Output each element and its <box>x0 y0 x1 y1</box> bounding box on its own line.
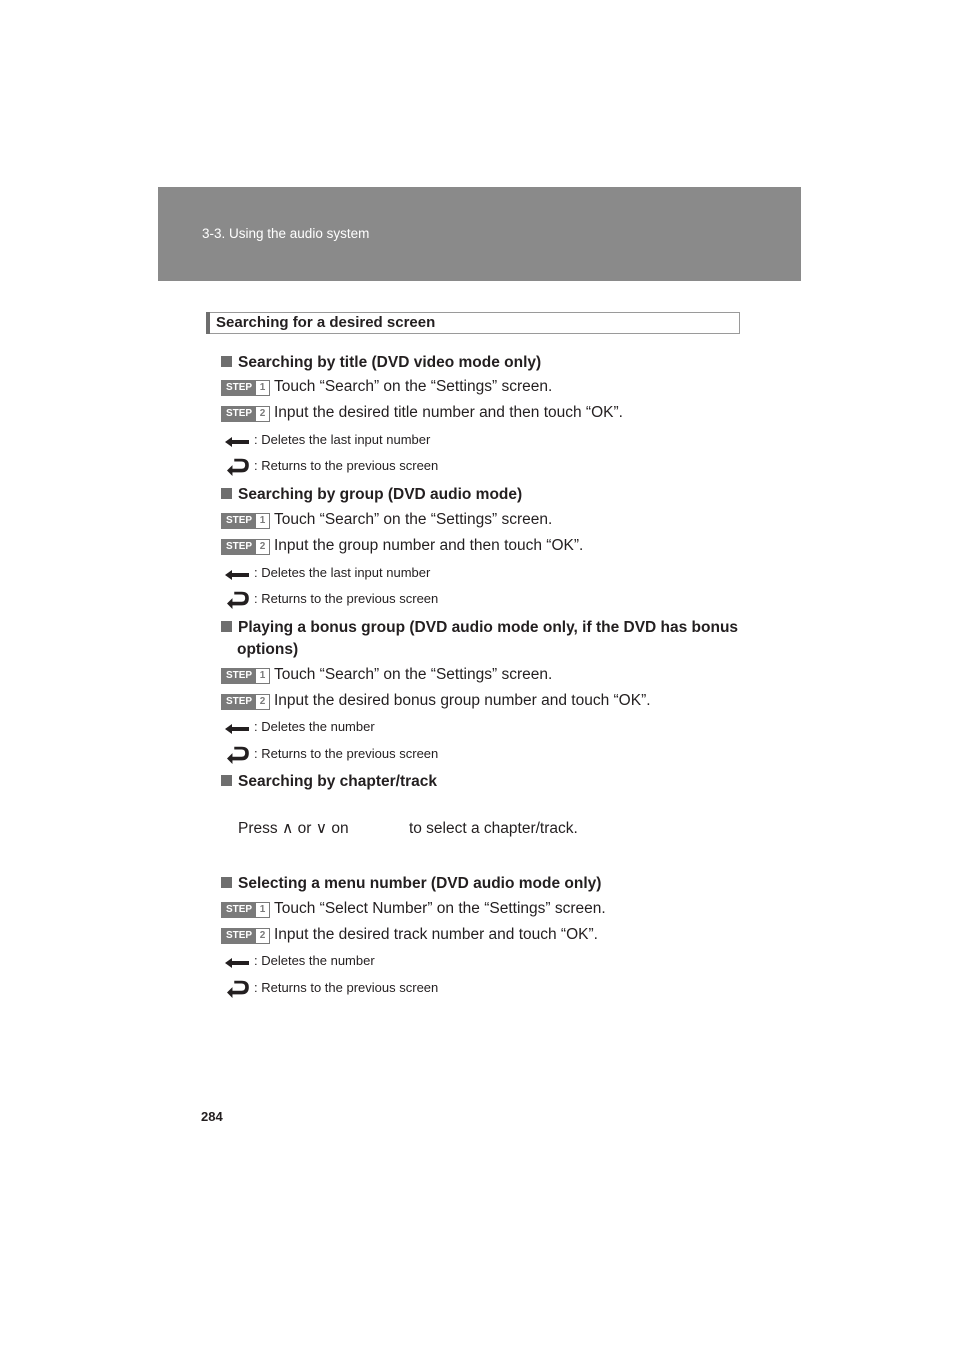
subheading-title: Searching by title (DVD video mode only) <box>221 352 541 373</box>
bullet-square-icon <box>221 356 232 367</box>
step-2-badge: STEP 2 <box>221 406 270 422</box>
step-2-text: Input the desired bonus group number and touch “OK”. <box>274 692 651 709</box>
backspace-arrow-icon <box>222 430 252 450</box>
subheading-bonus-cont: options) <box>237 641 299 658</box>
bullet-square-icon <box>221 621 232 632</box>
step-1-text: Touch “Search” on the “Settings” screen. <box>274 666 553 683</box>
bullet-square-icon <box>221 877 232 888</box>
delete-description: : Deletes the last input number <box>254 432 431 447</box>
return-arrow-icon <box>222 978 252 998</box>
step-2-badge: STEP 2 <box>221 694 270 710</box>
backspace-arrow-icon <box>222 563 252 583</box>
step-2-text: Input the group number and then touch “OK”. <box>274 537 584 554</box>
step-1-badge: STEP 1 <box>221 513 270 529</box>
subheading-chapter: Searching by chapter/track <box>221 771 437 792</box>
backspace-arrow-icon <box>222 717 252 737</box>
step-1-badge: STEP 1 <box>221 668 270 684</box>
return-arrow-icon <box>222 589 252 609</box>
step-2-text: Input the desired track number and touch “OK”. <box>274 926 598 943</box>
delete-description: : Deletes the last input number <box>254 565 431 580</box>
bullet-square-icon <box>221 775 232 786</box>
delete-description: : Deletes the number <box>254 719 375 734</box>
header-band <box>158 187 801 281</box>
return-description: : Returns to the previous screen <box>254 746 439 761</box>
step-1-badge: STEP 1 <box>221 380 270 396</box>
return-description: : Returns to the previous screen <box>254 980 439 995</box>
return-description: : Returns to the previous screen <box>254 591 439 606</box>
return-arrow-icon <box>222 456 252 476</box>
subheading-group: Searching by group (DVD audio mode) <box>221 484 522 505</box>
section-label: 3-3. Using the audio system <box>202 226 370 241</box>
section-title: Searching for a desired screen <box>216 314 436 331</box>
step-2-badge: STEP 2 <box>221 928 270 944</box>
step-1-text: Touch “Search” on the “Settings” screen. <box>274 378 553 395</box>
section-heading-box <box>206 312 740 334</box>
down-caret-icon: ∨ <box>315 820 328 837</box>
subheading-menu: Selecting a menu number (DVD audio mode only) <box>221 873 601 894</box>
chapter-instruction: Press ∧ or ∨ on to select a chapter/track. <box>238 820 578 837</box>
return-arrow-icon <box>222 744 252 764</box>
step-1-text: Touch “Select Number” on the “Settings” screen. <box>274 900 606 917</box>
subheading-bonus: Playing a bonus group (DVD audio mode only, if the DVD has bonus <box>221 617 738 638</box>
backspace-arrow-icon <box>222 951 252 971</box>
step-1-badge: STEP 1 <box>221 902 270 918</box>
up-caret-icon: ∧ <box>281 820 294 837</box>
delete-description: : Deletes the number <box>254 953 375 968</box>
step-2-badge: STEP 2 <box>221 539 270 555</box>
page-number: 284 <box>201 1109 223 1124</box>
step-2-text: Input the desired title number and then touch “OK”. <box>274 404 623 421</box>
step-1-text: Touch “Search” on the “Settings” screen. <box>274 511 553 528</box>
return-description: : Returns to the previous screen <box>254 458 439 473</box>
bullet-square-icon <box>221 488 232 499</box>
